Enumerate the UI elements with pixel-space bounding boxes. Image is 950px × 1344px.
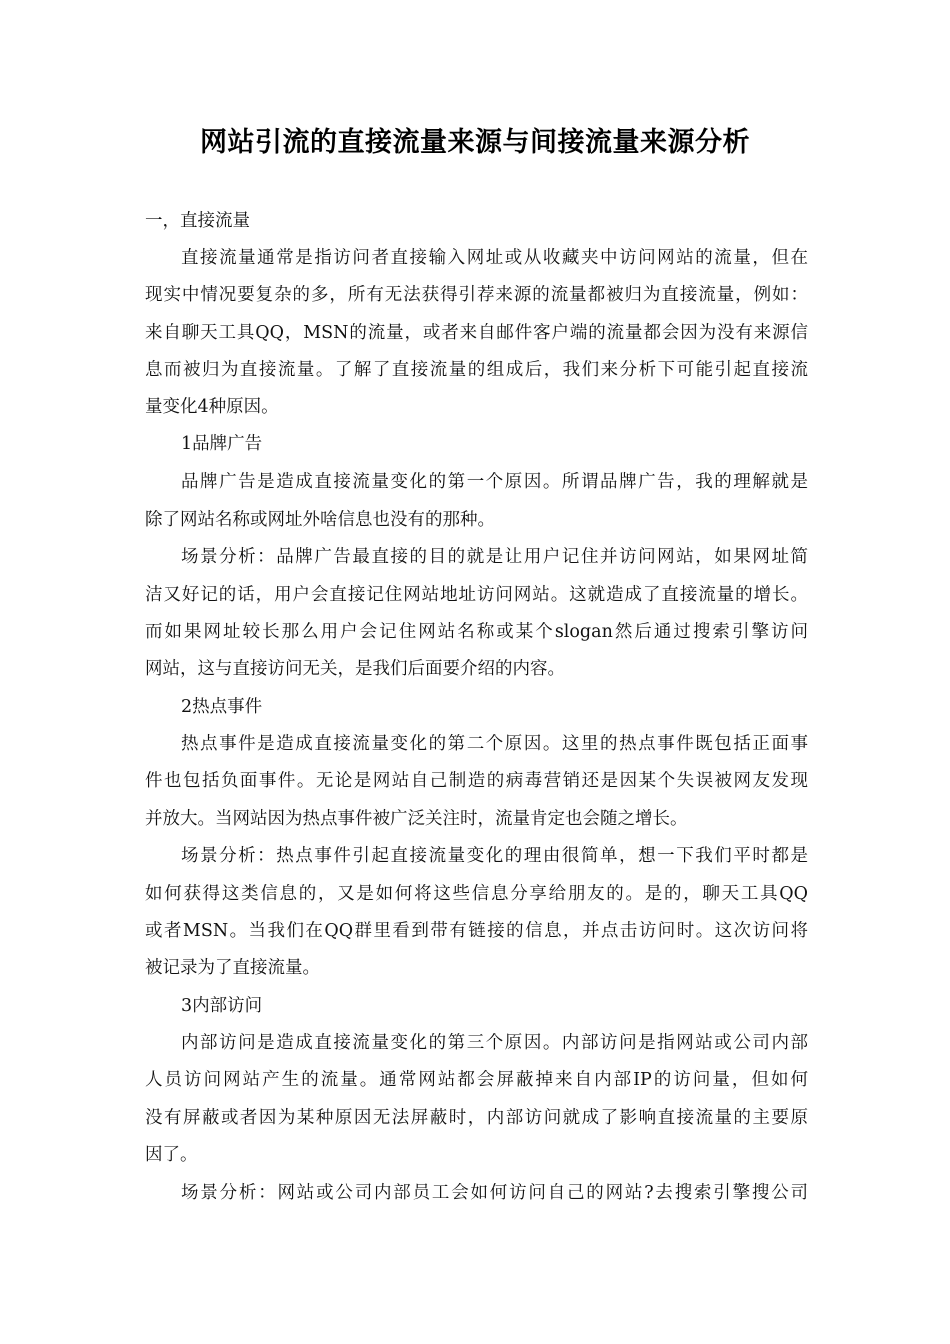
subheading-brand-ads: 1品牌广告	[181, 434, 263, 454]
body-line: 除了网站名称或网址外啥信息也没有的那种。	[145, 510, 495, 530]
body-line: 场景分析：网站或公司内部员工会如何访问自己的网站?去搜索引擎搜公司	[181, 1183, 808, 1203]
body-line: 量变化4种原因。	[145, 397, 279, 417]
body-line: 内部访问是造成直接流量变化的第三个原因。内部访问是指网站或公司内部	[181, 1033, 808, 1053]
body-line: 被记录为了直接流量。	[145, 958, 320, 978]
body-line: 场景分析：热点事件引起直接流量变化的理由很简单，想一下我们平时都是	[181, 846, 808, 866]
body-line: 没有屏蔽或者因为某种原因无法屏蔽时，内部访问就成了影响直接流量的主要原	[145, 1108, 808, 1128]
subheading-hot-events: 2热点事件	[181, 697, 263, 717]
document-title: 网站引流的直接流量来源与间接流量来源分析	[200, 127, 750, 158]
body-line: 来自聊天工具QQ，MSN的流量，或者来自邮件客户端的流量都会因为没有来源信	[145, 323, 808, 343]
body-line: 洁又好记的话，用户会直接记住网站地址访问网站。这就造成了直接流量的增长。	[145, 585, 808, 605]
subheading-internal-access: 3内部访问	[181, 996, 263, 1016]
body-line: 因了。	[145, 1145, 198, 1165]
body-line: 或者MSN。当我们在QQ群里看到带有链接的信息，并点击访问时。这次访问将	[145, 921, 808, 941]
body-line: 现实中情况要复杂的多，所有无法获得引荐来源的流量都被归为直接流量，例如：	[145, 285, 808, 305]
body-line: 品牌广告是造成直接流量变化的第一个原因。所谓品牌广告，我的理解就是	[181, 472, 808, 492]
body-line: 并放大。当网站因为热点事件被广泛关注时，流量肯定也会随之增长。	[145, 809, 688, 829]
section-heading-direct: 一，直接流量	[145, 211, 250, 231]
body-line: 如何获得这类信息的，又是如何将这些信息分享给朋友的。是的，聊天工具QQ	[145, 884, 808, 904]
body-line: 人员访问网站产生的流量。通常网站都会屏蔽掉来自内部IP的访问量，但如何	[145, 1070, 808, 1090]
body-line: 网站，这与直接访问无关，是我们后面要介绍的内容。	[145, 659, 565, 679]
body-line: 件也包括负面事件。无论是网站自己制造的病毒营销还是因某个失误被网友发现	[145, 771, 808, 791]
body-line: 息而被归为直接流量。了解了直接流量的组成后，我们来分析下可能引起直接流	[145, 360, 808, 380]
body-line: 热点事件是造成直接流量变化的第二个原因。这里的热点事件既包括正面事	[181, 734, 808, 754]
body-line: 而如果网址较长那么用户会记住网站名称或某个slogan然后通过搜索引擎访问	[145, 622, 808, 642]
body-line: 直接流量通常是指访问者直接输入网址或从收藏夹中访问网站的流量，但在	[181, 248, 808, 268]
body-line: 场景分析：品牌广告最直接的目的就是让用户记住并访问网站，如果网址简	[181, 547, 808, 567]
